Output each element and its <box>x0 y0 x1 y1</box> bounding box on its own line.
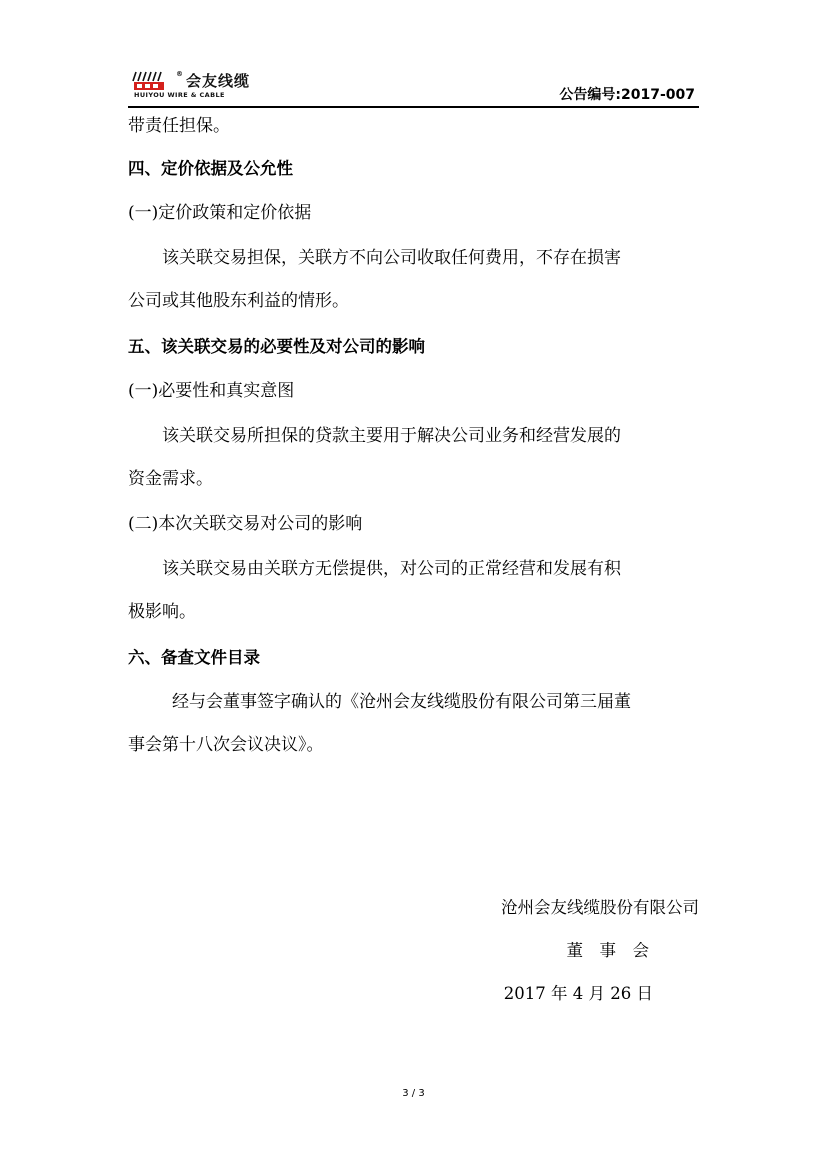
section-heading-6: 六、备查文件目录 <box>128 648 260 667</box>
paragraph-5-2-line1: 该关联交易由关联方无偿提供，对公司的正常经营和发展有积 <box>162 559 621 579</box>
signature-date: 2017 年 4 月 26 日 <box>503 984 653 1003</box>
page-number: 3 / 3 <box>402 1088 425 1099</box>
section-heading-5: 五、该关联交易的必要性及对公司的影响 <box>128 337 425 356</box>
announcement-number: 公告编号:2017-007 <box>559 87 695 103</box>
paragraph-6-line2: 事会第十八次会议决议》。 <box>128 735 324 755</box>
paragraph-continuation: 带责任担保。 <box>128 116 230 136</box>
logo-name: 会友线缆 <box>186 72 251 90</box>
paragraph-6-line1: 经与会董事签字确认的《沧州会友线缆股份有限公司第三届董 <box>172 692 631 712</box>
company-logo <box>132 70 292 100</box>
page-header <box>128 62 699 108</box>
logo-mark-icon <box>132 70 168 92</box>
signature-board: 董 事 会 <box>566 941 649 960</box>
logo-text-en: HUIYOU WIRE & CABLE <box>134 91 225 99</box>
section-heading-4: 四、定价依据及公允性 <box>128 159 293 178</box>
subheading-5-1: (一)必要性和真实意图 <box>128 381 295 401</box>
registered-mark: ® <box>176 70 184 78</box>
signature-company: 沧州会友线缆股份有限公司 <box>501 898 699 917</box>
signature-block <box>501 893 699 1008</box>
document-body <box>128 112 699 760</box>
paragraph-5-1-line2: 资金需求。 <box>128 469 213 489</box>
logo-text-cn <box>176 70 250 91</box>
paragraph-4-1-line2: 公司或其他股东利益的情形。 <box>128 291 349 311</box>
subheading-5-2: (二)本次关联交易对公司的影响 <box>128 514 363 534</box>
paragraph-5-1-line1: 该关联交易所担保的贷款主要用于解决公司业务和经营发展的 <box>162 426 621 446</box>
subheading-4-1: (一)定价政策和定价依据 <box>128 203 312 223</box>
paragraph-5-2-line2: 极影响。 <box>128 602 196 622</box>
paragraph-4-1-line1: 该关联交易担保，关联方不向公司收取任何费用，不存在损害 <box>162 248 621 268</box>
